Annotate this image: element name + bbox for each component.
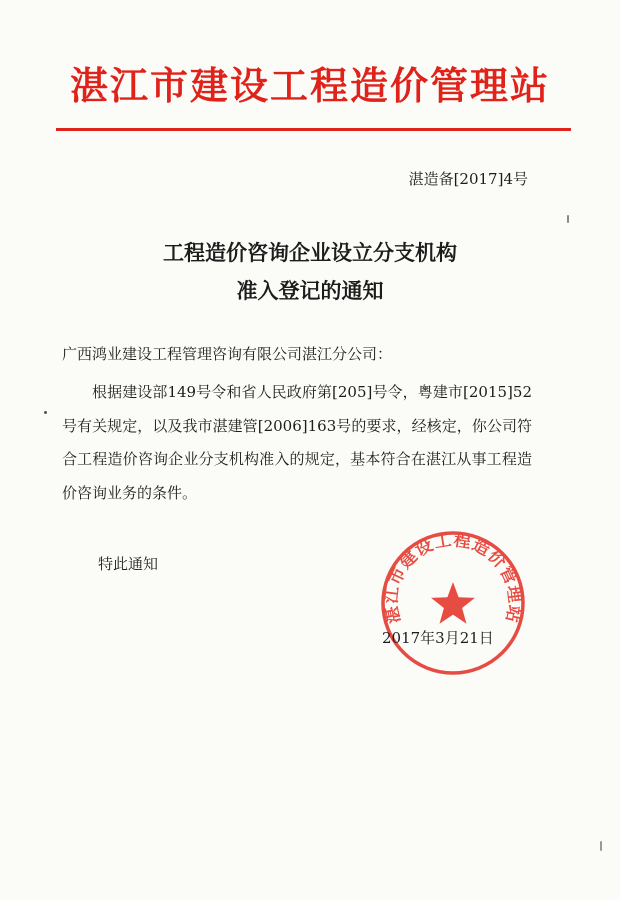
seal-star-icon [431, 582, 475, 624]
scan-mark [600, 841, 602, 851]
issue-date: 2017年3月21日 [382, 629, 494, 647]
seal-text: 湛江市建设工程造价管理站 [381, 530, 525, 626]
closing-remark: 特此通知 [98, 555, 159, 573]
scan-speck [44, 411, 47, 414]
addressee: 广西鸿业建设工程管理咨询有限公司湛江分公司： [62, 345, 393, 363]
document-title-line-1: 工程造价咨询企业设立分支机构 [163, 240, 457, 265]
body-paragraph: 根据建设部149号令和省人民政府第[205]号令，粤建市[2015]52号有关规定，以及我市湛建管[2006]163号的要求，经核定，你公司符合工程造价咨询企业分支机构准入的规定，基本符合在湛江从事工程造价咨询业务的条件。 [62, 383, 532, 502]
document-title-line-2: 准入登记的通知 [236, 278, 384, 303]
document-title [0, 234, 620, 310]
issuing-organization-title: 湛江市建设工程造价管理站 [69, 64, 550, 108]
document-number: 湛造备[2017]4号 [408, 170, 528, 188]
official-seal-stamp [378, 528, 528, 678]
scan-mark [567, 215, 569, 223]
header-red-rule [56, 128, 571, 131]
